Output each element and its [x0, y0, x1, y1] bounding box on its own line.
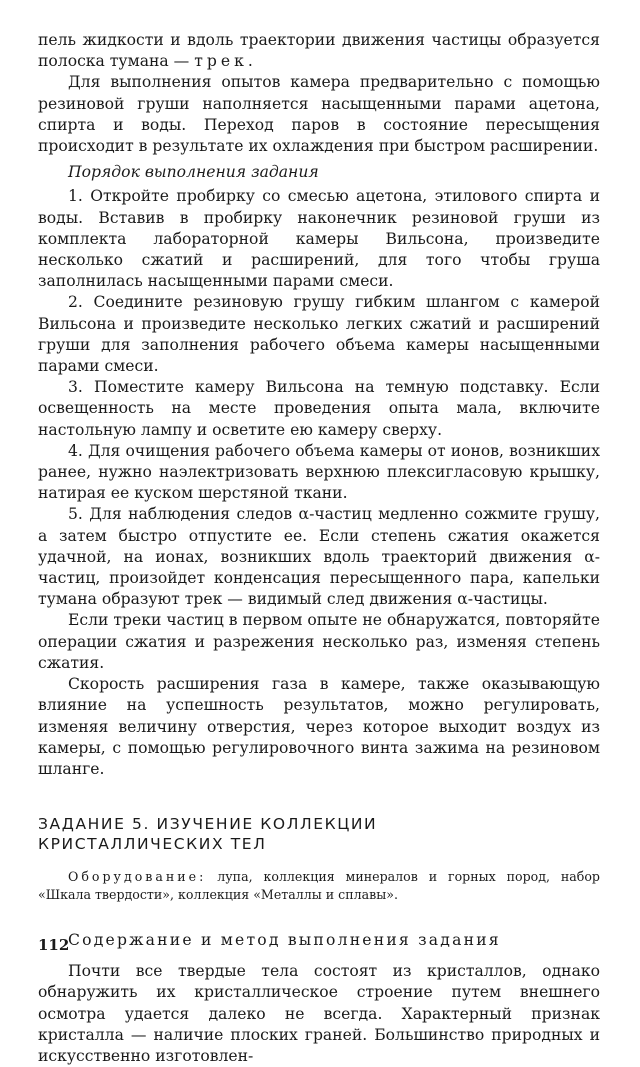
procedure-step-2: 2. Соедините резиновую грушу гибким шлангом с камерой Вильсона и произведите несколько легких сжатий и расширений груши для заполнения рабочего объема камеры насыщенными парами смеси.	[38, 293, 600, 376]
equipment-text: лупа, коллекция минералов и горных пород, набор «Шкала твердости», коллекция «Металлы и сплавы».	[38, 869, 600, 903]
speed-note: Скорость расширения газа в камере, также оказывающую влияние на успешность результатов, можно регулировать, изменяя величину отверстия, через которое выходит воздух из камеры, с помощью регулировочного винта зажима на резиновом шланге.	[38, 675, 600, 778]
repeat-note: Если треки частиц в первом опыте не обнаружатся, повторяйте операции сжатия и разрежения несколько раз, изменяя степень сжатия.	[38, 611, 600, 672]
page-number: 112	[38, 936, 70, 954]
task5-heading	[38, 780, 600, 854]
procedure-step-3: 3. Поместите камеру Вильсона на темную подставку. Если освещенность на месте проведения опыта мала, включите настольную лампу и осветите ею камеру сверху.	[38, 378, 600, 439]
equipment-paragraph	[38, 854, 600, 904]
document-page	[38, 30, 600, 1067]
task5-heading-line1: ЗАДАНИЕ 5. ИЗУЧЕНИЕ КОЛЛЕКЦИИ	[38, 815, 378, 834]
preparation-paragraph: Для выполнения опытов камера предварительно с помощью резиновой груши наполняется насыщенными парами ацетона, спирта и воды. Переход паров в состояние пересыщения происходит в результате их охлаждения при быстром расширении.	[38, 73, 600, 156]
procedure-step-5: 5. Для наблюдения следов α-частиц медленно сожмите грушу, а затем быстро отпустите ее. Если степень сжатия окажется удачной, на ионах, возникших вдоль траекторий движения α-частиц, произойдет конденсация пересыщенного пара, капельки тумана образуют трек — видимый след движения α-частицы.	[38, 505, 600, 609]
procedure-step-1: 1. Откройте пробирку со смесью ацетона, этилового спирта и воды. Вставив в пробирку наконечник резиновой груши из комплекта лабораторной камеры Вильсона, произведите несколько сжатий и расширений, для того чтобы груша заполнилась насыщенными парами смеси.	[38, 187, 600, 291]
procedure-step-4: 4. Для очищения рабочего объема камеры от ионов, возникших ранее, нужно наэлектризовать верхнюю плексигласовую крышку, натирая ее куском шерстяной ткани.	[38, 441, 600, 503]
equipment-label: Оборудование:	[68, 869, 207, 885]
task5-heading-line2: КРИСТАЛЛИЧЕСКИХ ТЕЛ	[38, 835, 267, 854]
content-paragraph: Почти все твердые тела состоят из кристаллов, однако обнаружить их кристаллическое строение путем внешнего осмотра удается далеко не всегда. Характерный признак кристалла — наличие плоских граней. Большинство природных и искусственно изготовлен-	[38, 962, 600, 1065]
procedure-title: Порядок выполнения задания	[68, 163, 319, 182]
intro-paragraph	[38, 30, 600, 72]
track-term: трек.	[194, 52, 257, 71]
intro-text: пель жидкости и вдоль траектории движения частицы образуется полоска тумана —	[38, 31, 600, 71]
content-method-heading: Содержание и метод выполнения задания	[68, 931, 501, 950]
